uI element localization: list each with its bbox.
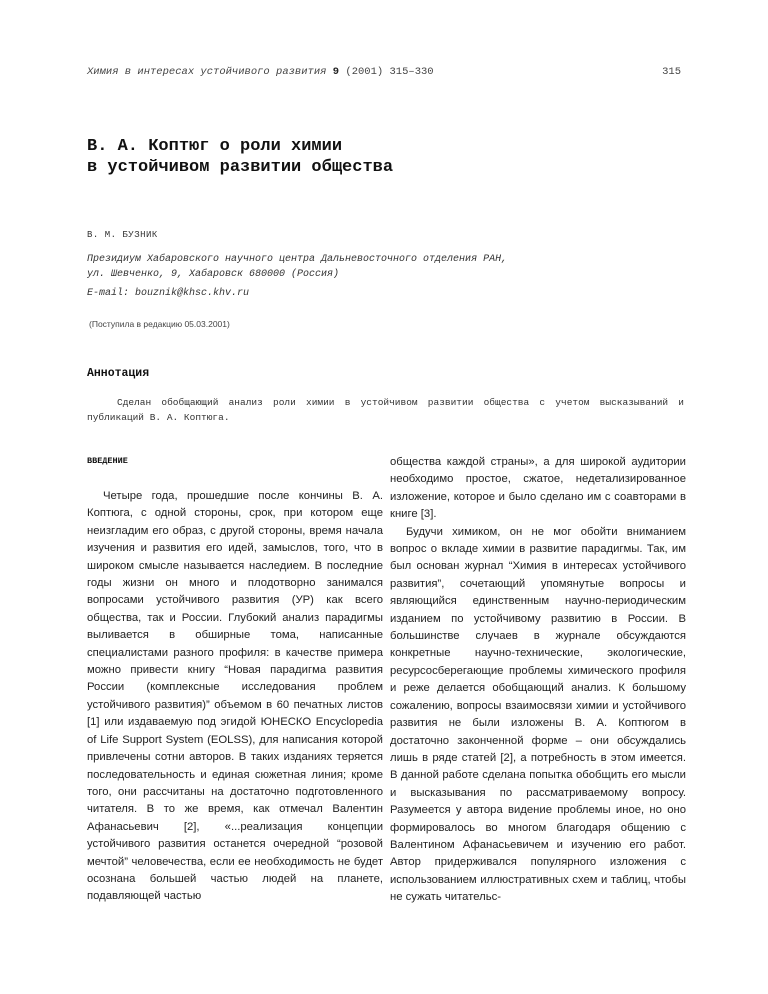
abstract-text: Сделан обобщающий анализ роли химии в устойчивом развитии общества с учетом высказываний и публикаций В. А. Коптюга. [87, 397, 684, 423]
article-title [87, 136, 687, 178]
running-header [87, 66, 681, 82]
intro-heading: ВВЕДЕНИЕ [87, 456, 128, 466]
page-number: 315 [662, 66, 681, 78]
left-column [87, 454, 383, 906]
journal-year-pages: (2001) 315–330 [345, 66, 434, 78]
affiliation [87, 252, 687, 282]
author-name: В. М. БУЗНИК [87, 230, 158, 240]
abstract-heading: Аннотация [87, 367, 150, 380]
affiliation-line-1: Президиум Хабаровского научного центра Дальневосточного отделения РАН, [87, 254, 508, 265]
title-line-2: в устойчивом развитии общества [87, 158, 394, 177]
right-column [390, 454, 686, 907]
title-line-1: В. А. Коптюг о роли химии [87, 137, 343, 156]
intro-paragraph-2: Будучи химиком, он не мог обойти вниманием вопрос о вкладе химии в развитие парадигмы. Так, им был основан журнал “Химия в интересах устойчивого развития”, сочетающий упомянутые вопросы и являющийся единственным научно-периодическим изданием по устойчивому развитию в России. В большинстве случаев в журнале обсуждаются конкретные научно-технические, экологические, ресурсосберегающие проблемы химического профиля и реже делается обобщающий анализ. К большому сожалению, вопросы взаимосвязи химии и устойчивого развития не были изложены В. А. Коптюгом в достаточно законченной форме – они обсуждались лишь в ряде статей [2], а потребность в этом имеется. В данной работе сделана попытка обобщить его мысли и высказывания по рассматриваемому вопросу. Разумеется у автора видение проблемы иное, но оно формировалось во многом благодаря общению с Валентином Афанасьевичем и изучению его работ. Автор придерживался популярного изложения с использованием иллюстративных схем и таблиц, чтобы не сужать читательс- [390, 525, 686, 904]
intro-paragraph-1: Четыре года, прошедшие после кончины В. А. Коптюга, с одной стороны, срок, при котором еще неизгладим его образ, с другой стороны, время начала изучения и развития его идей, замыслов, того, что в широком смысле называется наследием. В последние годы жизни он много и плодотворно занимался вопросами устойчивого развития (УР) как всего общества, так и России. Глубокий анализ парадигмы выливается в обширные тома, написанные специалистами разного профиля: в качестве примера можно привести книгу “Новая парадигма развития России (комплексные исследования проблем устойчивого развития)” объемом в 60 печатных листов [1] или издаваемую под эгидой ЮНЕСКО Encyclopedia of Life Support System (EOLSS), для написания которой привлечены сотни авторов. В таких изданиях теряется последовательность и единая сюжетная линия; кроме того, они рассчитаны на достаточно подготовленного читателя. В то же время, как отмечал Валентин Афанасьевич [2], «...реализация концепции устойчивого развития останется очередной “розовой мечтой” человечества, если ее необходимость не будет осознана большей частью людей на планете, подавляющей частью [87, 490, 383, 903]
affiliation-line-2: ул. Шевченко, 9, Хабаровск 680000 (Россия) [87, 269, 340, 280]
email-line [87, 288, 249, 299]
journal-volume: 9 [332, 66, 340, 78]
intro-paragraph-1-continued: общества каждой страны», а для широкой аудитории необходимо простое, сжатое, недетализированное изложение, которое и было сделано им с соавторами в книге [3]. [390, 456, 686, 521]
email-address[interactable]: bouznik@khsc.khv.ru [135, 288, 250, 299]
received-date: (Поступила в редакцию 05.03.2001) [89, 319, 230, 329]
journal-name: Химия в интересах устойчивого развития [87, 66, 327, 78]
email-label: E-mail: [87, 288, 130, 299]
